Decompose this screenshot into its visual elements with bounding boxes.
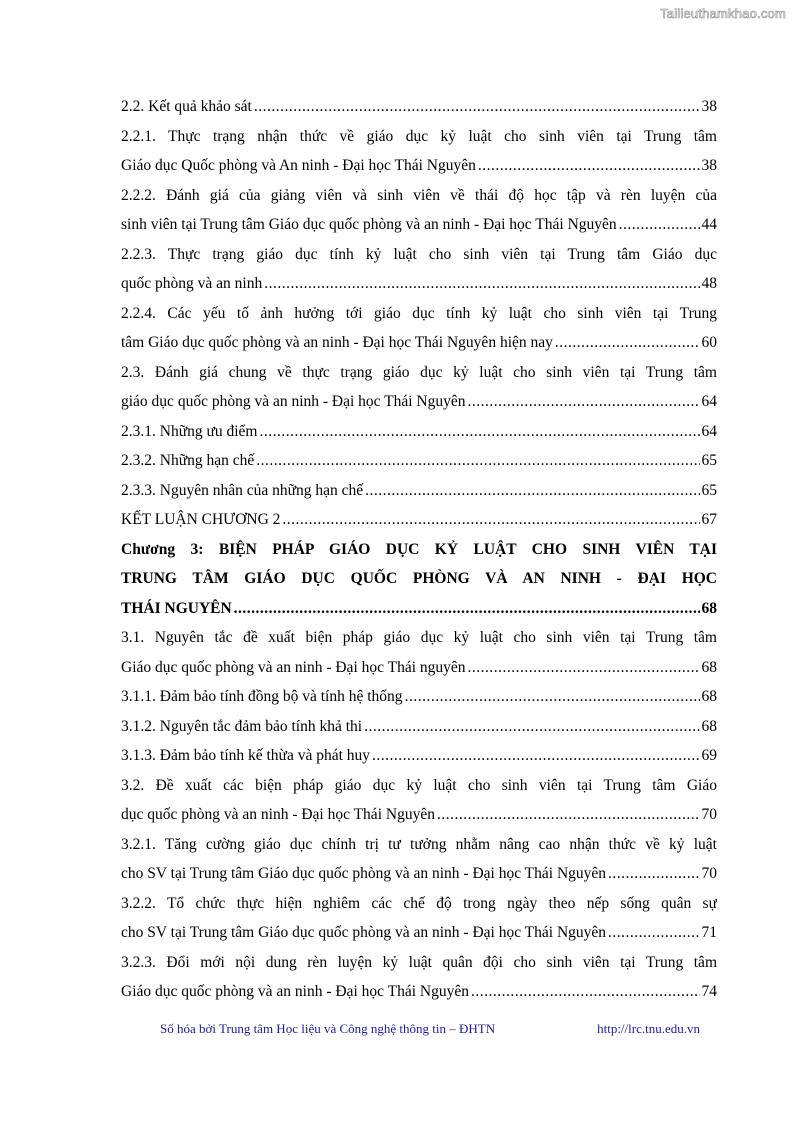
toc-entry-text: 2.2.1. Thực trạng nhận thức về giáo dục kỷ luật cho sinh viên tại Trung tâm [121,127,717,145]
toc-entry-text: 2.2.3. Thực trạng giáo dục tính kỷ luật cho sinh viên tại Trung tâm Giáo dục [121,245,717,263]
toc-entry-title: 3.1.2. Nguyên tắc đảm bảo tính khả thi [121,717,363,735]
table-of-contents [121,92,717,1007]
toc-entry-text: 3.2.1. Tăng cường giáo dục chính trị tư tưởng nhằm nâng cao nhận thức về kỷ luật [121,835,717,853]
toc-page-number: 64 [701,422,717,440]
toc-entry-title: Giáo dục quốc phòng và an ninh - Đại học Thái nguyên [121,658,466,676]
toc-entry-text: 3.2.2. Tổ chức thực hiện nghiêm các chế độ trong ngày theo nếp sống quân sự [121,894,717,912]
toc-entry-line [121,387,717,417]
toc-page-number: 68 [701,599,717,617]
toc-page-number: 64 [701,393,717,410]
toc-entry[interactable] [121,682,717,712]
toc-entry-title: Giáo dục Quốc phòng và An ninh - Đại học Thái Nguyên [121,157,476,174]
toc-entry-text: TRUNG TÂM GIÁO DỤC QUỐC PHÒNG VÀ AN NINH - ĐẠI HỌC [121,570,717,587]
toc-entry-title: KẾT LUẬN CHƯƠNG 2 [121,511,281,528]
toc-entry-line [121,712,717,742]
toc-entry[interactable] [121,623,717,682]
toc-entry-line [121,269,717,299]
toc-entry[interactable] [121,240,717,299]
toc-entry-title: 2.3.3. Nguyên nhân của những hạn chế [121,481,364,499]
toc-entry-title: quốc phòng và an ninh [121,275,263,292]
toc-entry-line [121,476,717,506]
toc-entry[interactable] [121,889,717,948]
toc-entry[interactable] [121,92,717,122]
toc-entry-title: cho SV tại Trung tâm Giáo dục quốc phòng và an ninh - Đại học Thái Nguyên [121,924,607,941]
toc-page-number: 48 [701,275,717,292]
dot-leader [260,417,700,447]
toc-entry-line [121,741,717,771]
toc-entry-line [121,417,717,447]
toc-entry[interactable] [121,771,717,830]
toc-entry-title: 3.1.1. Đảm bảo tính đồng bộ và tính hệ thống [121,688,403,705]
dot-leader [437,800,700,830]
toc-page-number: 60 [701,334,717,351]
toc-entry-text: Chương 3: BIỆN PHÁP GIÁO DỤC KỶ LUẬT CHO SINH VIÊN TẠI [121,540,717,558]
toc-entry-line [121,92,717,122]
toc-entry-title: giáo dục quốc phòng và an ninh - Đại học Thái Nguyên [121,393,466,410]
dot-leader [365,476,699,506]
toc-page-number: 38 [701,157,717,174]
toc-entry-title: 3.1.3. Đảm bảo tính kế thừa và phát huy [121,747,371,764]
footer-credit: Số hóa bởi Trung tâm Học liệu và Công nghệ thông tin – ĐHTN [160,1021,496,1036]
dot-leader [468,387,700,417]
toc-entry-title: 2.3.2. Những hạn chế [121,452,255,469]
watermark: Tailieuthamkhao.com [660,6,786,21]
toc-page-number: 68 [701,658,717,676]
toc-entry[interactable] [121,741,717,771]
toc-page-number: 69 [701,747,717,764]
toc-entry-line [121,682,717,712]
dot-leader [234,594,700,624]
toc-entry-line [121,859,717,889]
toc-page-number: 71 [701,924,717,941]
toc-page-number: 74 [701,983,717,1000]
dot-leader [555,328,700,358]
toc-entry[interactable] [121,358,717,417]
dot-leader [364,712,699,742]
dot-leader [471,977,700,1007]
toc-entry[interactable] [121,417,717,447]
toc-entry-text: 2.3. Đánh giá chung về thực trạng giáo dục kỷ luật cho sinh viên tại Trung tâm [121,363,717,381]
toc-page-number: 44 [701,216,717,233]
footer-url[interactable]: http://lrc.tnu.edu.vn [597,1021,700,1036]
toc-entry-text: 2.2.2. Đánh giá của giảng viên và sinh viên về thái độ học tập và rèn luyện của [121,186,717,204]
toc-entry-title: sinh viên tại Trung tâm Giáo dục quốc phòng và an ninh - Đại học Thái Nguyên [121,216,617,233]
toc-entry-line [121,918,717,948]
dot-leader [405,682,700,712]
toc-entry[interactable] [121,830,717,889]
toc-page-number: 65 [701,452,717,469]
toc-entry-title: dục quốc phòng và an ninh - Đại học Thái Nguyên [121,806,435,823]
toc-entry[interactable] [121,505,717,535]
dot-leader [254,92,700,122]
toc-entry-title: 2.3.1. Những ưu điểm [121,422,258,440]
dot-leader [608,918,699,948]
toc-entry-line [121,446,717,476]
toc-entry[interactable] [121,122,717,181]
dot-leader [608,859,699,889]
toc-entry-line [121,653,717,683]
toc-page-number: 68 [701,688,717,705]
toc-entry[interactable] [121,446,717,476]
toc-entry-line [121,594,717,624]
toc-entry[interactable] [121,181,717,240]
toc-entry-line [121,210,717,240]
toc-entry-text: 2.2.4. Các yếu tố ảnh hưởng tới giáo dục tính kỷ luật cho sinh viên tại Trung [121,304,717,322]
toc-entry-line [121,505,717,535]
toc-entry-text: 3.1. Nguyên tắc đề xuất biện pháp giáo dục kỷ luật cho sinh viên tại Trung tâm [121,629,717,646]
toc-entry[interactable] [121,535,717,624]
toc-entry-title: 2.2. Kết quả khảo sát [121,98,252,115]
toc-page-number: 65 [701,481,717,499]
toc-entry-text: 3.2. Đề xuất các biện pháp giáo dục kỷ luật cho sinh viên tại Trung tâm Giáo [121,776,717,794]
dot-leader [619,210,700,240]
dot-leader [282,505,699,535]
toc-entry[interactable] [121,299,717,358]
toc-entry-title: Giáo dục quốc phòng và an ninh - Đại học Thái Nguyên [121,983,469,1000]
dot-leader [256,446,699,476]
toc-entry-line [121,328,717,358]
page-footer [160,1021,700,1037]
dot-leader [264,269,699,299]
toc-entry-title: cho SV tại Trung tâm Giáo dục quốc phòng và an ninh - Đại học Thái Nguyên [121,865,607,882]
toc-entry-line [121,800,717,830]
toc-entry-line [121,977,717,1007]
toc-entry[interactable] [121,948,717,1007]
toc-page-number: 68 [701,717,717,735]
toc-entry-title: THÁI NGUYÊN [121,599,232,617]
toc-page-number: 70 [701,865,717,882]
toc-page-number: 38 [701,98,717,115]
toc-entry[interactable] [121,476,717,506]
toc-entry-line [121,151,717,181]
toc-entry[interactable] [121,712,717,742]
toc-entry-text: 3.2.3. Đổi mới nội dung rèn luyện kỷ luật quân đội cho sinh viên tại Trung tâm [121,953,717,971]
dot-leader [478,151,700,181]
toc-entry-title: tâm Giáo dục quốc phòng và an ninh - Đại học Thái Nguyên hiện nay [121,334,553,351]
dot-leader [372,741,699,771]
toc-page-number: 67 [701,511,717,528]
dot-leader [468,653,700,683]
toc-page-number: 70 [701,806,717,823]
